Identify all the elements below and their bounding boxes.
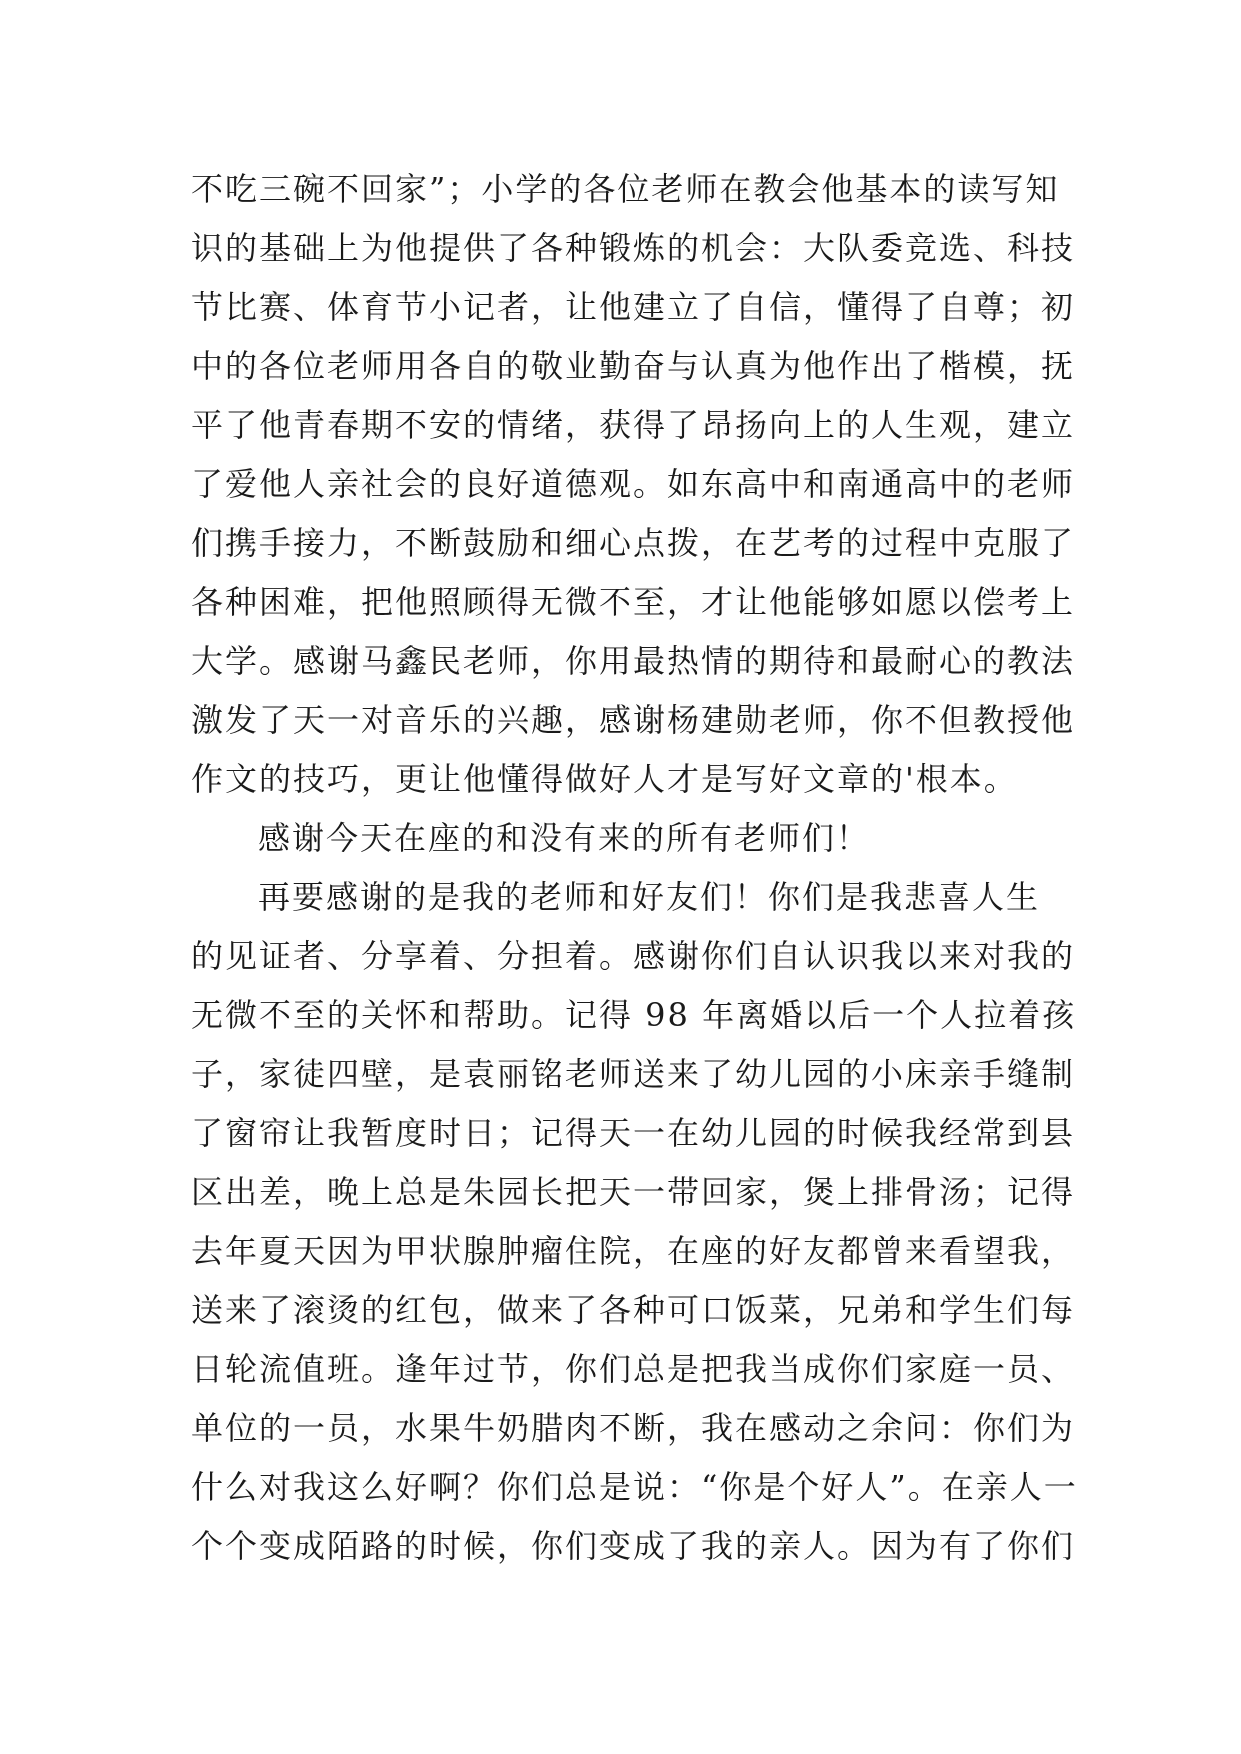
text-line: 了窗帘让我暂度时日；记得天一在幼儿园的时候我经常到县: [191, 1114, 1076, 1152]
text-line: 单位的一员，水果牛奶腊肉不断，我在感动之余问：你们为: [191, 1409, 1076, 1447]
text-line: 各种困难，把他照顾得无微不至，才让他能够如愿以偿考上: [191, 583, 1076, 621]
text-line: 了爱他人亲社会的良好道德观。如东高中和南通高中的老师: [191, 465, 1076, 503]
text-line: 区出差，晚上总是朱园长把天一带回家，煲上排骨汤；记得: [191, 1173, 1076, 1211]
text-line: 中的各位老师用各自的敬业勤奋与认真为他作出了楷模，抚: [191, 347, 1076, 385]
text-line: 作文的技巧，更让他懂得做好人才是写好文章的'根本。: [191, 760, 1018, 798]
text-line: 识的基础上为他提供了各种锻炼的机会：大队委竞选、科技: [191, 229, 1076, 267]
text-line: 个个变成陌路的时候，你们变成了我的亲人。因为有了你们: [191, 1527, 1076, 1565]
text-line: 平了他青春期不安的情绪，获得了昂扬向上的人生观，建立: [191, 406, 1076, 444]
text-line: 去年夏天因为甲状腺肿瘤住院，在座的好友都曾来看望我，: [191, 1232, 1076, 1270]
text-line: 日轮流值班。逢年过节，你们总是把我当成你们家庭一员、: [191, 1350, 1076, 1388]
text-line: 子，家徒四壁，是袁丽铭老师送来了幼儿园的小床亲手缝制: [191, 1055, 1076, 1093]
text-line: 节比赛、体育节小记者，让他建立了自信，懂得了自尊；初: [191, 288, 1076, 326]
text-line: 不吃三碗不回家”；小学的各位老师在教会他基本的读写知: [191, 170, 1060, 208]
text-line: 们携手接力，不断鼓励和细心点拨，在艺考的过程中克服了: [191, 524, 1076, 562]
body-text: [191, 160, 1078, 1576]
text-line: 的见证者、分享着、分担着。感谢你们自认识我以来对我的: [191, 937, 1076, 975]
text-line: 激发了天一对音乐的兴趣，感谢杨建勋老师，你不但教授他: [191, 701, 1076, 739]
text-line: 大学。感谢马鑫民老师，你用最热情的期待和最耐心的教法: [191, 642, 1076, 680]
text-line: 送来了滚烫的红包，做来了各种可口饭菜，兄弟和学生们每: [191, 1291, 1076, 1329]
paragraph-start-line: 感谢今天在座的和没有来的所有老师们！: [258, 819, 871, 857]
paragraph-start-line: 再要感谢的是我的老师和好友们！你们是我悲喜人生: [258, 878, 1041, 916]
text-line: 无微不至的关怀和帮助。记得 98 年离婚以后一个人拉着孩: [191, 996, 1077, 1034]
text-line: 什么对我这么好啊？你们总是说：“你是个好人”。在亲人一: [191, 1468, 1078, 1506]
